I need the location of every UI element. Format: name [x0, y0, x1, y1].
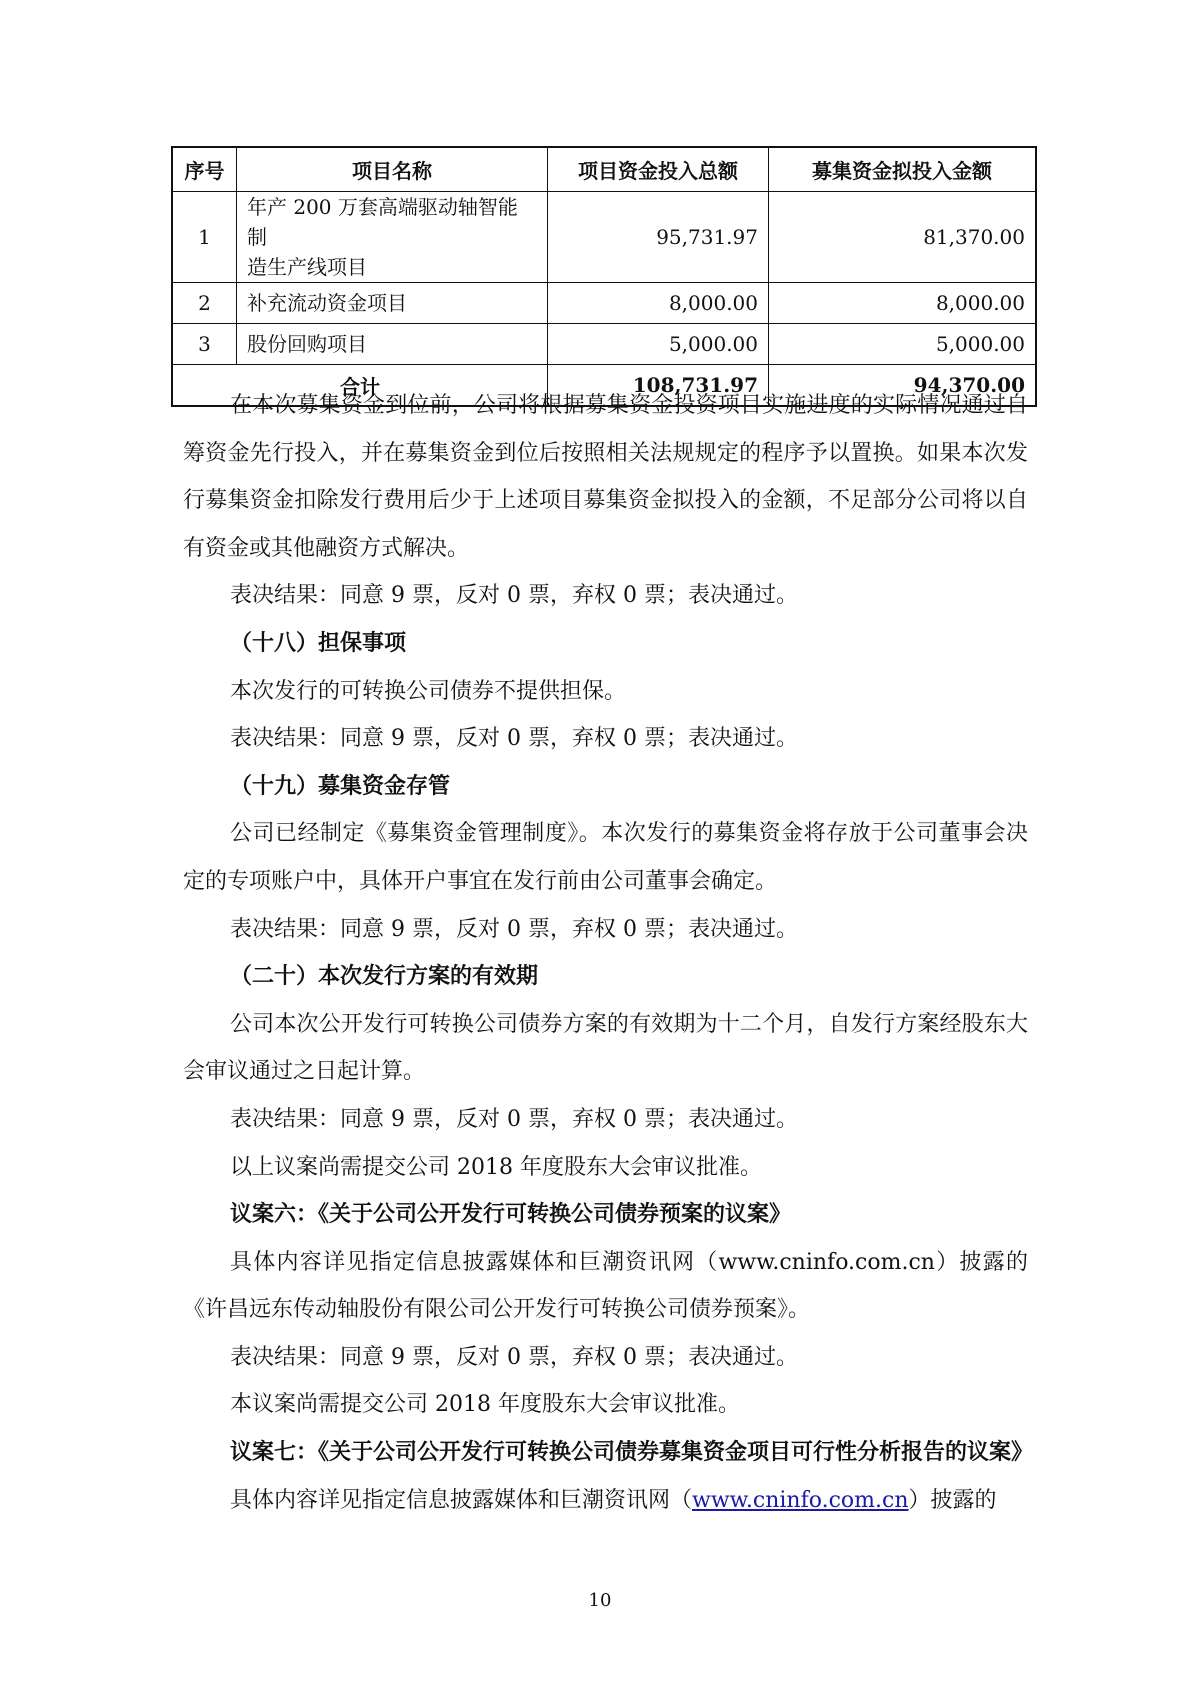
- row-project-name: [237, 192, 548, 283]
- row-total: 95,731.97: [548, 192, 769, 283]
- row-no: 2: [172, 283, 237, 324]
- paragraph-fund-usage: 在本次募集资金到位前，公司将根据募集资金投资项目实施进度的实际情况通过自筹资金先行投入，并在募集资金到位后按照相关法规规定的程序予以置换。如果本次发行募集资金扣除发行费用后少于上述项目募集资金拟投入的金额，不足部分公司将以自有资金或其他融资方式解决。: [183, 393, 1028, 561]
- vote-result: 表决结果：同意 9 票，反对 0 票，弃权 0 票；表决通过。: [230, 583, 798, 609]
- table-row: [172, 324, 1036, 365]
- table-row: [172, 192, 1036, 283]
- paragraph-guarantee: 本次发行的可转换公司债券不提供担保。: [230, 678, 627, 704]
- paragraph-submit: 本议案尚需提交公司 2018 年度股东大会审议批准。: [230, 1392, 740, 1418]
- motion-six-heading: 议案六：《关于公司公开发行可转换公司债券预案的议案》: [230, 1201, 792, 1228]
- motion-seven-heading: 议案七：《关于公司公开发行可转换公司债券募集资金项目可行性分析报告的议案》: [230, 1439, 1034, 1466]
- row-project-name: 补充流动资金项目: [237, 283, 548, 324]
- section-heading-custody: （十九）募集资金存管: [230, 772, 451, 799]
- paragraph-custody: 公司已经制定《募集资金管理制度》。本次发行的募集资金将存放于公司董事会决定的专项账户中，具体开户事宜在发行前由公司董事会确定。: [183, 821, 1028, 894]
- fund-allocation-table: [171, 146, 1037, 407]
- vote-result: 表决结果：同意 9 票，反对 0 票，弃权 0 票；表决通过。: [230, 916, 798, 942]
- paragraph-motion-seven: [183, 1477, 1028, 1525]
- total-label: 合计: [172, 365, 548, 407]
- document-body: [183, 382, 1034, 1524]
- header-project-name: 项目名称: [237, 147, 548, 192]
- motion-seven-text-post: ）披露的: [908, 1487, 997, 1513]
- section-heading-validity: （二十）本次发行方案的有效期: [230, 963, 539, 990]
- header-total-investment: 项目资金投入总额: [548, 147, 769, 192]
- row-project-name-line1: 年产 200 万套高端驱动轴智能制: [247, 195, 518, 249]
- row-no: 3: [172, 324, 237, 365]
- row-total: 8,000.00: [548, 283, 769, 324]
- vote-result: 表决结果：同意 9 票，反对 0 票，弃权 0 票；表决通过。: [230, 726, 798, 752]
- row-raised: 5,000.00: [769, 324, 1037, 365]
- table-row: [172, 283, 1036, 324]
- row-raised: 81,370.00: [769, 192, 1037, 283]
- row-raised: 8,000.00: [769, 283, 1037, 324]
- row-total: 5,000.00: [548, 324, 769, 365]
- section-heading-guarantee: （十八）担保事项: [230, 629, 407, 656]
- vote-result: 表决结果：同意 9 票，反对 0 票，弃权 0 票；表决通过。: [230, 1344, 798, 1370]
- motion-seven-text-pre: 具体内容详见指定信息披露媒体和巨潮资讯网（: [230, 1487, 693, 1513]
- header-raised-investment: 募集资金拟投入金额: [769, 147, 1037, 192]
- cninfo-link[interactable]: www.cninfo.com.cn: [692, 1487, 909, 1513]
- paragraph-motion-six: 具体内容详见指定信息披露媒体和巨潮资讯网（www.cninfo.com.cn）披露的《许昌远东传动轴股份有限公司公开发行可转换公司债券预案》。: [183, 1249, 1028, 1323]
- paragraph-validity: 公司本次公开发行可转换公司债券方案的有效期为十二个月，自发行方案经股东大会审议通过之日起计算。: [183, 1011, 1028, 1085]
- row-no: 1: [172, 192, 237, 283]
- page-number: 10: [588, 1590, 612, 1611]
- row-project-name-line2: 造生产线项目: [247, 255, 367, 279]
- row-project-name: 股份回购项目: [237, 324, 548, 365]
- total-raised: 94,370.00: [769, 365, 1037, 407]
- total-amount: 108,731.97: [548, 365, 769, 407]
- header-no: 序号: [172, 147, 237, 192]
- table-header-row: [172, 147, 1036, 192]
- paragraph-submit: 以上议案尚需提交公司 2018 年度股东大会审议批准。: [230, 1154, 762, 1180]
- vote-result: 表决结果：同意 9 票，反对 0 票，弃权 0 票；表决通过。: [230, 1106, 798, 1132]
